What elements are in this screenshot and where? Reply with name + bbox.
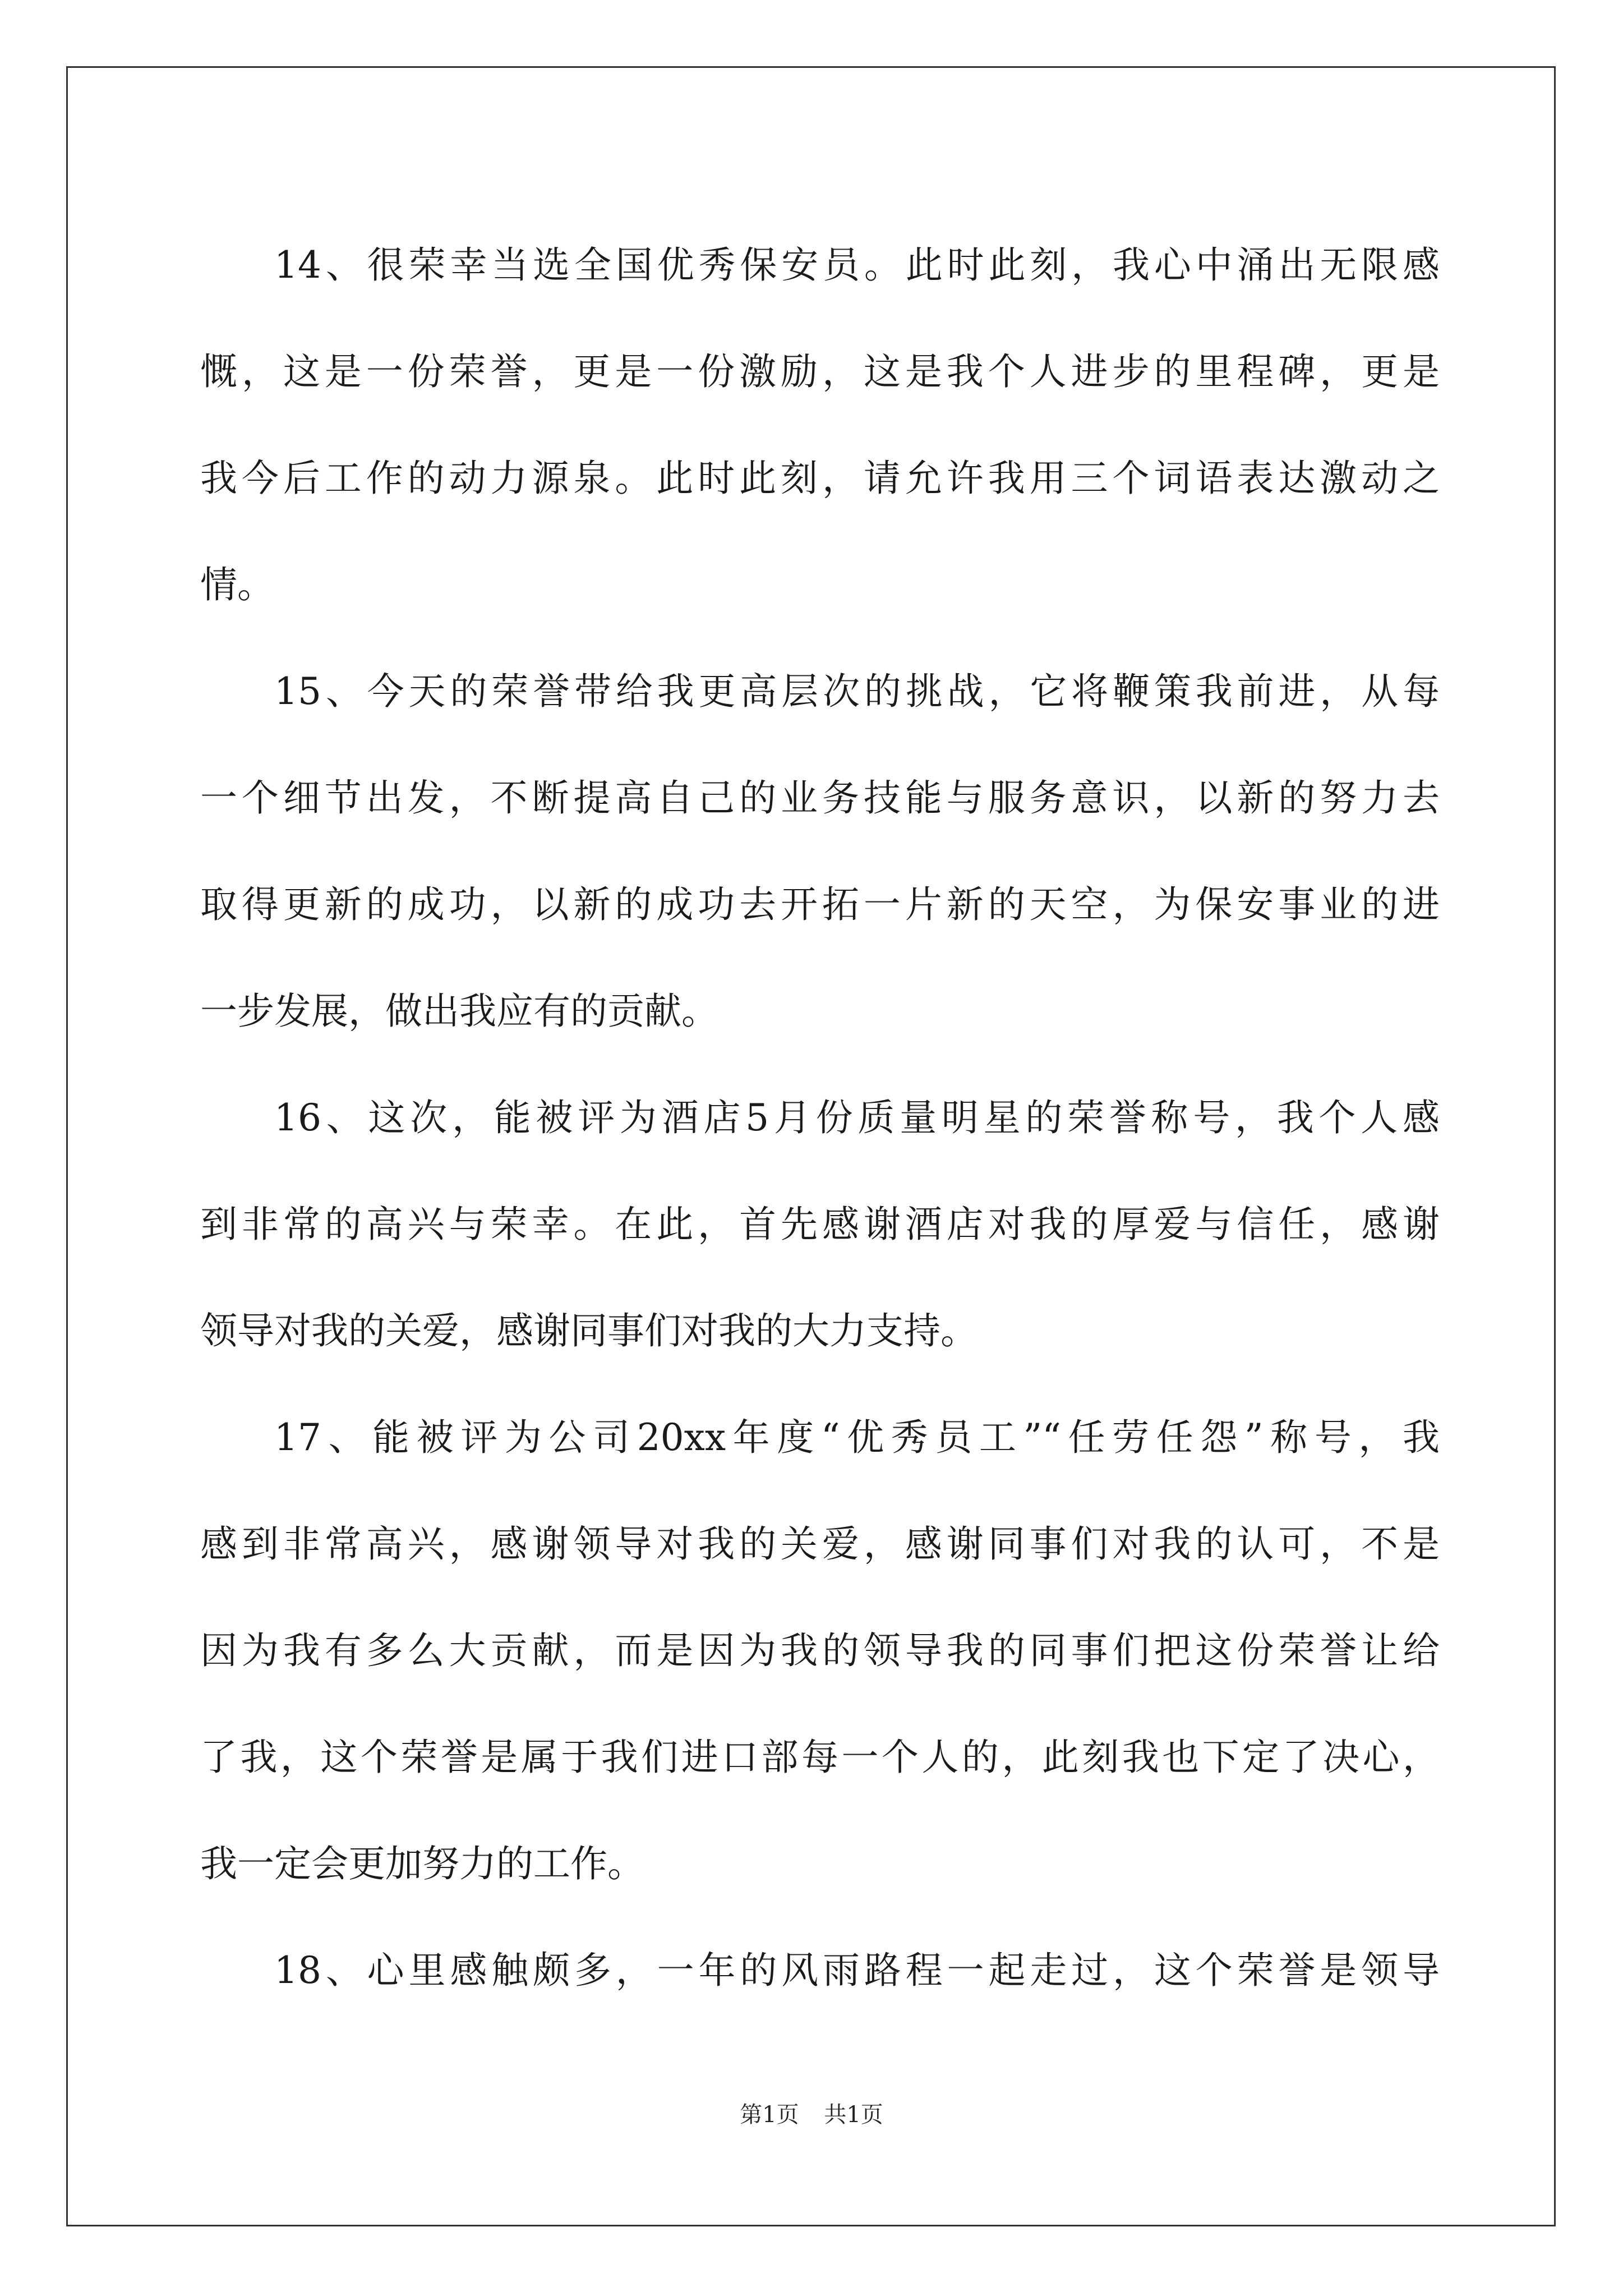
paragraph-14 — [200, 212, 1440, 638]
page-number-total: 共1页 — [824, 2102, 883, 2128]
text-line: 领导对我的关爱，感谢同事们对我的大力支持。 — [200, 1309, 978, 1352]
page-number-current: 第1页 — [740, 2102, 799, 2128]
paragraph-17 — [200, 1384, 1440, 1917]
text-line: 感到非常高兴，感谢领导对我的关爱，感谢同事们对我的认可，不是 — [200, 1522, 1440, 1566]
page-footer — [0, 2098, 1623, 2132]
text-line: 一个细节出发，不断提高自己的业务技能与服务意识，以新的努力去 — [200, 776, 1440, 820]
text-line: 14、很荣幸当选全国优秀保安员。此时此刻，我心中涌出无限感 — [274, 243, 1440, 287]
text-line: 17、能被评为公司20xx年度“优秀员工”“任劳任怨”称号，我 — [274, 1416, 1440, 1459]
paragraph-16 — [200, 1065, 1440, 1384]
text-line: 取得更新的成功，以新的成功去开拓一片新的天空，为保安事业的进 — [200, 883, 1440, 926]
paragraph-18 — [200, 1917, 1440, 2024]
text-line: 情。 — [200, 563, 274, 606]
text-line: 16、这次，能被评为酒店5月份质量明星的荣誉称号，我个人感 — [274, 1096, 1440, 1139]
text-line: 了我，这个荣誉是属于我们进口部每一个人的，此刻我也下定了决心， — [200, 1736, 1440, 1779]
document-body — [200, 212, 1440, 2024]
text-line: 到非常的高兴与荣幸。在此，首先感谢酒店对我的厚爱与信任，感谢 — [200, 1203, 1440, 1246]
text-line: 一步发展，做出我应有的贡献。 — [200, 990, 718, 1033]
paragraph-15 — [200, 638, 1440, 1065]
text-line: 我一定会更加努力的工作。 — [200, 1842, 644, 1885]
text-line: 15、今天的荣誉带给我更高层次的挑战，它将鞭策我前进，从每 — [274, 670, 1440, 713]
text-line: 18、心里感触颇多，一年的风雨路程一起走过，这个荣誉是领导 — [274, 1949, 1440, 1992]
text-line: 我今后工作的动力源泉。此时此刻，请允许我用三个词语表达激动之 — [200, 457, 1440, 500]
text-line: 因为我有多么大贡献，而是因为我的领导我的同事们把这份荣誉让给 — [200, 1629, 1440, 1672]
text-line: 慨，这是一份荣誉，更是一份激励，这是我个人进步的里程碑，更是 — [200, 350, 1440, 393]
